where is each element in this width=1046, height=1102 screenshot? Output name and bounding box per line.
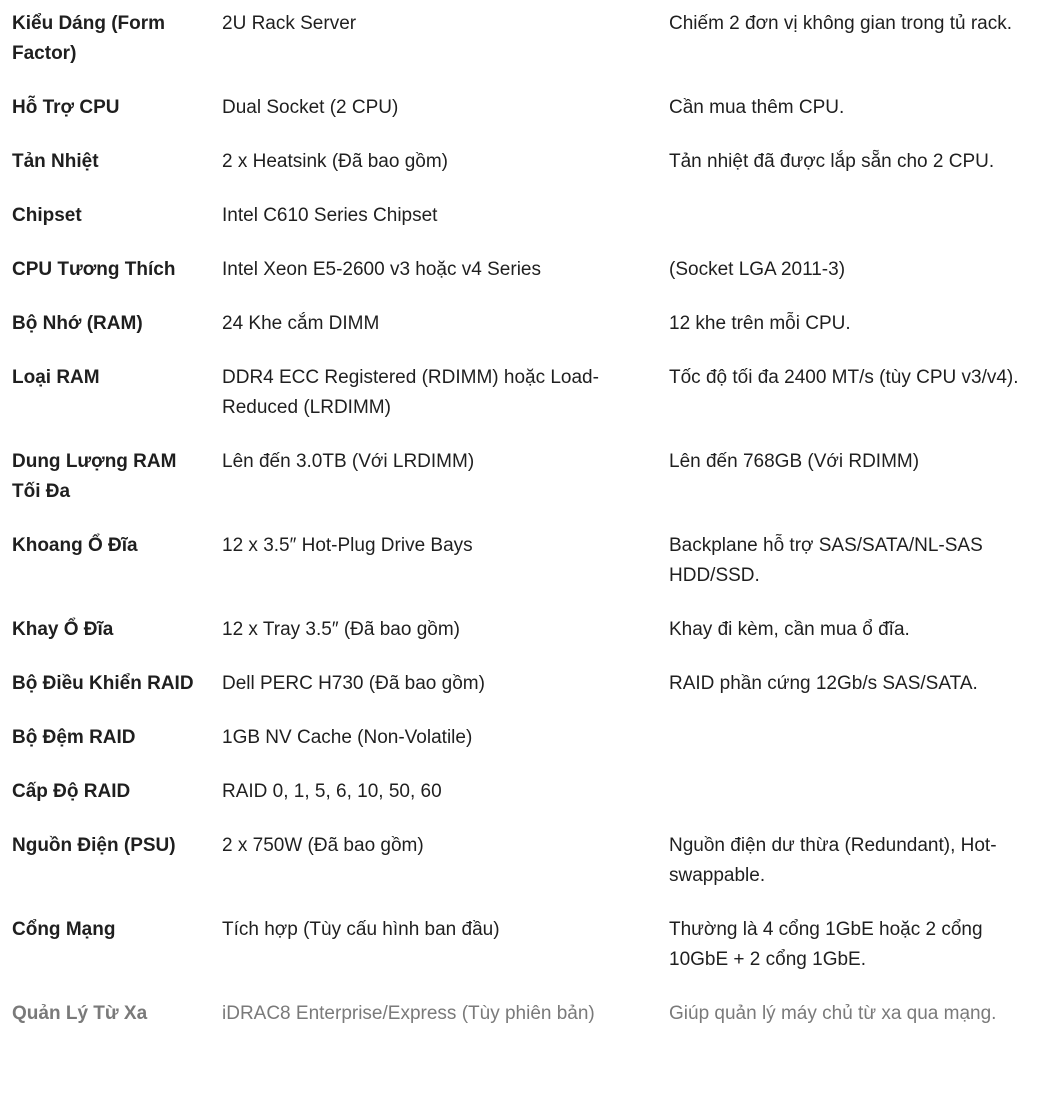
spec-label: Quản Lý Từ Xa [12,1003,148,1024]
spec-value: 12 x 3.5″ Hot-Plug Drive Bays [222,535,473,556]
spec-note: RAID phần cứng 12Gb/s SAS/SATA. [669,673,978,694]
spec-label: Bộ Đệm RAID [12,727,136,748]
table-row [0,0,1046,84]
spec-note: 12 khe trên mỗi CPU. [669,313,851,334]
spec-note: Giúp quản lý máy chủ từ xa qua mạng. [669,1003,997,1024]
spec-note: Khay đi kèm, cần mua ổ đĩa. [669,619,910,640]
spec-note: Tản nhiệt đã được lắp sẵn cho 2 CPU. [669,151,995,172]
spec-value: Tích hợp (Tùy cấu hình ban đầu) [222,919,500,940]
spec-note: Nguồn điện dư thừa (Redundant), Hot-swappable. [669,835,997,886]
spec-value: Dual Socket (2 CPU) [222,97,399,118]
spec-note: Tốc độ tối đa 2400 MT/s (tùy CPU v3/v4). [669,367,1019,388]
spec-label: Kiểu Dáng (Form Factor) [12,13,166,64]
spec-value: 24 Khe cắm DIMM [222,313,380,334]
table-row [0,522,1046,606]
spec-note [657,714,1046,768]
spec-note [657,192,1046,246]
spec-value: Intel Xeon E5-2600 v3 hoặc v4 Series [222,259,541,280]
spec-label: Bộ Điều Khiển RAID [12,673,194,694]
spec-note: Lên đến 768GB (Với RDIMM) [669,451,920,472]
spec-value: 2 x Heatsink (Đã bao gồm) [222,151,448,172]
spec-label: Loại RAM [12,367,100,388]
spec-note [657,768,1046,822]
table-row [0,768,1046,822]
spec-value: iDRAC8 Enterprise/Express (Tùy phiên bản) [222,1003,595,1024]
spec-label: CPU Tương Thích [12,259,176,280]
spec-note: Cần mua thêm CPU. [669,97,845,118]
table-row [0,246,1046,300]
table-row [0,660,1046,714]
table-row [0,822,1046,906]
spec-value: 2U Rack Server [222,13,357,34]
spec-label: Cấp Độ RAID [12,781,131,802]
spec-note: Backplane hỗ trợ SAS/SATA/NL-SAS HDD/SSD. [669,535,983,586]
spec-label: Khoang Ổ Đĩa [12,535,138,556]
spec-value: Intel C610 Series Chipset [222,205,438,226]
table-row [0,354,1046,438]
table-row [0,714,1046,768]
spec-value: RAID 0, 1, 5, 6, 10, 50, 60 [222,781,442,802]
table-row [0,438,1046,522]
spec-value: Lên đến 3.0TB (Với LRDIMM) [222,451,475,472]
spec-value: 1GB NV Cache (Non-Volatile) [222,727,473,748]
spec-label: Tản Nhiệt [12,151,99,172]
table-row [0,84,1046,138]
spec-label: Nguồn Điện (PSU) [12,835,176,856]
table-row [0,606,1046,660]
spec-value: 12 x Tray 3.5″ (Đã bao gồm) [222,619,461,640]
spec-value: Dell PERC H730 (Đã bao gồm) [222,673,485,694]
spec-note: (Socket LGA 2011-3) [669,259,846,280]
spec-label: Bộ Nhớ (RAM) [12,313,143,334]
spec-label: Cổng Mạng [12,919,116,940]
spec-note: Chiếm 2 đơn vị không gian trong tủ rack. [669,13,1013,34]
spec-note: Thường là 4 cổng 1GbE hoặc 2 cổng 10GbE + 2 cổng 1GbE. [669,919,983,970]
spec-label: Khay Ổ Đĩa [12,619,114,640]
table-row [0,906,1046,990]
table-row [0,300,1046,354]
spec-value: 2 x 750W (Đã bao gồm) [222,835,424,856]
table-row [0,990,1046,1044]
table-row [0,192,1046,246]
spec-label: Dung Lượng RAM Tối Đa [12,451,177,502]
spec-label: Chipset [12,205,82,226]
spec-value: DDR4 ECC Registered (RDIMM) hoặc Load-Reduced (LRDIMM) [222,367,599,418]
spec-label: Hỗ Trợ CPU [12,97,120,118]
table-row [0,138,1046,192]
